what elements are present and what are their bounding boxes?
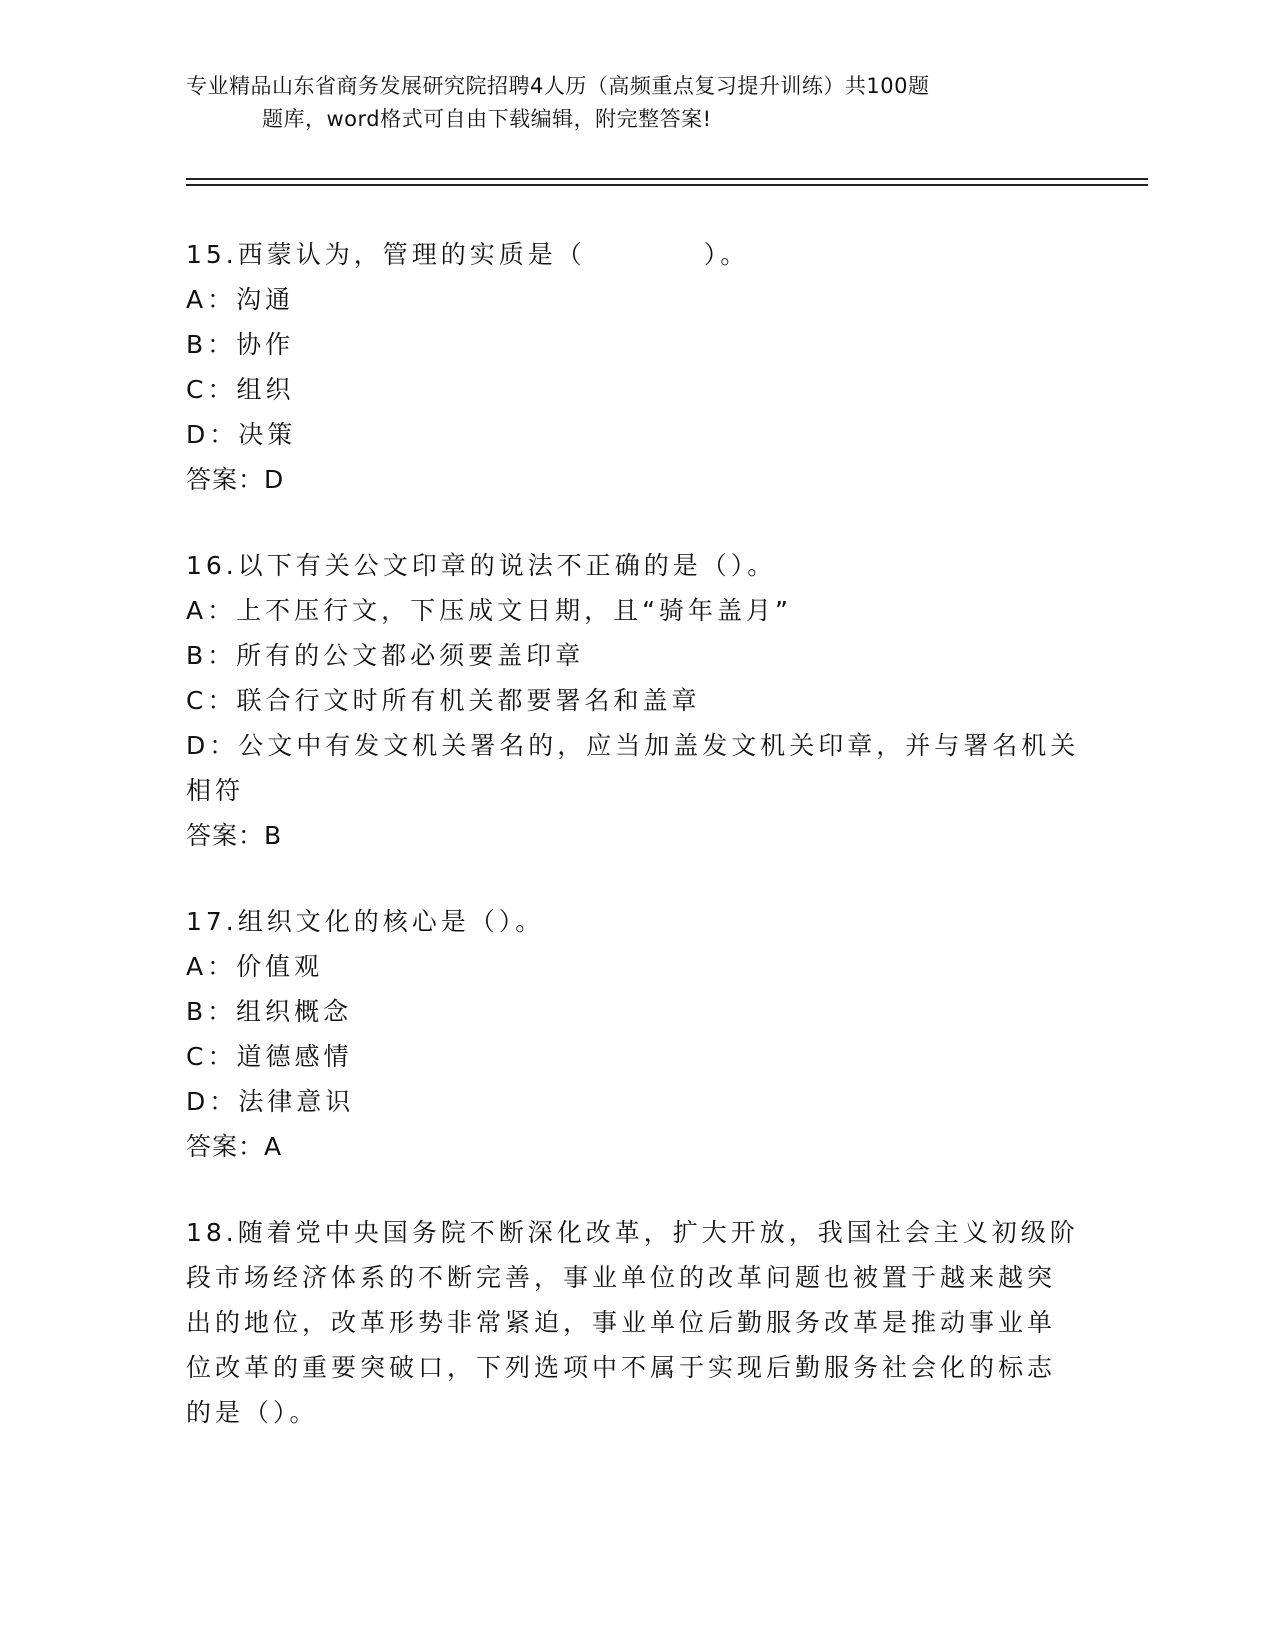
option-a: A：上不压行文，下压成文日期，且“骑年盖月”	[186, 596, 793, 625]
option-d: D：决策	[186, 420, 297, 449]
question-stem-line-2: 段市场经济体系的不断完善，事业单位的改革问题也被置于越来越突	[186, 1263, 1057, 1292]
header-rule-top	[186, 178, 1148, 180]
question-list	[186, 232, 1080, 1476]
question-stem-line-3: 出的地位，改革形势非常紧迫，事业单位后勤服务改革是推动事业单	[186, 1308, 1057, 1337]
option-b: B：协作	[186, 330, 295, 359]
answer: 答案：A	[186, 1132, 283, 1161]
question-stem-line-5: 的是（）。	[186, 1398, 319, 1427]
option-d-line-2: 相符	[186, 776, 245, 805]
option-a: A：价值观	[186, 952, 324, 981]
question-stem-line-4: 位改革的重要突破口，下列选项中不属于实现后勤服务社会化的标志	[186, 1353, 1057, 1382]
header-title-line-2: 题库，word格式可自由下载编辑，附完整答案!	[262, 107, 712, 131]
question-stem	[186, 232, 1066, 277]
option-b: B：所有的公文都必须要盖印章	[186, 641, 585, 670]
question-18	[186, 1210, 1079, 1435]
question-stem-start: 15.西蒙认为，管理的实质是（	[186, 240, 586, 269]
option-a: A：沟通	[186, 285, 295, 314]
question-16	[186, 543, 1080, 858]
option-c: C：组织	[186, 375, 295, 404]
question-stem: 17.组织文化的核心是（）。	[186, 907, 545, 936]
question-17	[186, 899, 1066, 1169]
question-stem: 16.以下有关公文印章的说法不正确的是（）。	[186, 551, 777, 580]
header-rule-bottom	[186, 184, 1148, 186]
header-title-line-1: 专业精品山东省商务发展研究院招聘4人历（高频重点复习提升训练）共100题	[186, 74, 930, 98]
answer: 答案：B	[186, 821, 283, 850]
question-15	[186, 232, 1066, 502]
option-d: D：法律意识	[186, 1087, 355, 1116]
question-stem-end: ）。	[703, 240, 750, 269]
option-c: C：道德感情	[186, 1042, 353, 1071]
question-stem-line-1: 18.随着党中央国务院不断深化改革，扩大开放，我国社会主义初级阶	[186, 1218, 1079, 1247]
option-b: B：组织概念	[186, 997, 353, 1026]
option-d-line-1: D：公文中有发文机关署名的，应当加盖发文机关印章，并与署名机关	[186, 731, 1080, 760]
option-c: C：联合行文时所有机关都要署名和盖章	[186, 686, 701, 715]
document-header	[186, 70, 1086, 136]
answer: 答案：D	[186, 465, 285, 494]
